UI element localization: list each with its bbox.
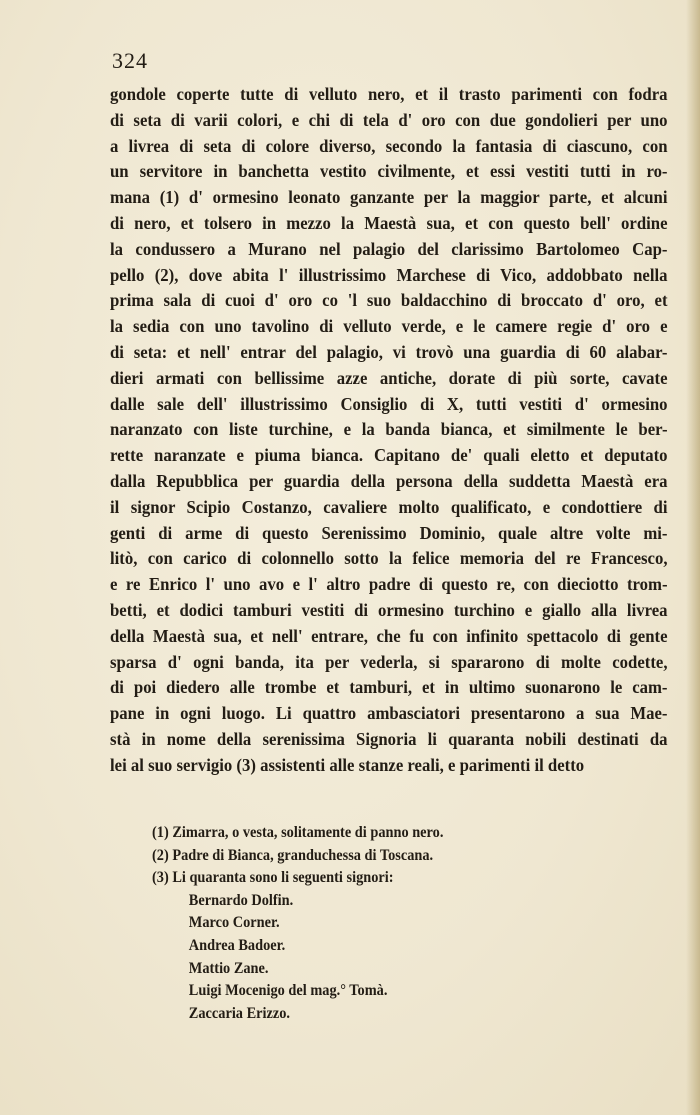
footnote-3: (3) Li quaranta sono li seguenti signori: xyxy=(152,869,394,887)
name-item: Luigi Mocenigo del mag.° Tomà. xyxy=(188,982,388,1000)
text-line: un servitore in banchetta vestito civilmente, et essi vestiti tutti in ro- xyxy=(110,161,668,182)
text-line: il signor Scipio Costanzo, cavaliere molto qualificato, e condottiere di xyxy=(110,496,668,517)
footnote-1: (1) Zimarra, o vesta, solitamente di panno nero. xyxy=(152,824,444,841)
text-line: e re Enrico l' uno avo e l' altro padre di questo re, con dieciotto trom- xyxy=(110,574,668,595)
name-item: Zaccaria Erizzo. xyxy=(188,1004,290,1022)
text-line: gondole coperte tutte di velluto nero, et il trasto parimenti con fodra xyxy=(110,84,668,104)
page-edge-shadow xyxy=(686,0,700,1115)
text-line: mana (1) d' ormesino leonato ganzante per la maggior parte, et alcuni xyxy=(110,187,668,208)
text-line: pane in ogni luogo. Li quattro ambasciatori presentarono a sua Mae- xyxy=(110,703,668,724)
names-list xyxy=(152,890,630,1026)
name-item: Mattio Zane. xyxy=(188,959,269,977)
text-line: sparsa d' ogni banda, ita per vederla, si spararono di molte codette, xyxy=(110,651,668,672)
text-line: di poi diedero alle trombe et tamburi, et in ultimo suonarono le cam- xyxy=(110,677,668,698)
text-line: lei al suo servigio (3) assistenti alle stanze reali, e parimenti il detto xyxy=(110,754,585,775)
text-line: dieri armati con bellissime azze antiche, dorate di più sorte, cavate xyxy=(110,367,668,388)
text-line: della Maestà sua, et nell' entrare, che fu con infinito spettacolo di gente xyxy=(110,625,668,646)
main-text xyxy=(110,82,668,779)
text-line: stà in nome della serenissima Signoria li quaranta nobili destinati da xyxy=(110,728,668,749)
text-line: la condussero a Murano nel palagio del clarissimo Bartolomeo Cap- xyxy=(110,238,668,259)
text-line: pello (2), dove abita l' illustrissimo Marchese di Vico, addobbato nella xyxy=(110,264,668,285)
text-line: naranzato con liste turchine, e la banda bianca, et similmente le ber- xyxy=(110,419,668,440)
text-line: di seta di varii colori, e chi di tela d' oro con due gondolieri per uno xyxy=(110,109,668,130)
name-item: Marco Corner. xyxy=(188,914,280,932)
text-line: di nero, et tolsero in mezzo la Maestà sua, et con questo bell' ordine xyxy=(110,212,668,233)
text-line: betti, et dodici tamburi vestiti di ormesino turchino e giallo alla livrea xyxy=(110,599,668,620)
text-line: genti di arme di questo Serenissimo Dominio, quale altre volte mi- xyxy=(110,522,668,543)
text-line: dalla Repubblica per guardia della persona della suddetta Maestà era xyxy=(110,470,668,491)
text-line: rette naranzate e piuma bianca. Capitano de' quali eletto et deputato xyxy=(110,445,668,466)
name-item: Andrea Badoer. xyxy=(188,936,286,954)
name-item: Bernardo Dolfin. xyxy=(188,891,294,909)
text-line: la sedia con uno tavolino di velluto verde, e le camere regie d' oro e xyxy=(110,316,668,337)
text-line: prima sala di cuoi d' oro co 'l suo baldacchino di broccato d' oro, et xyxy=(110,290,668,311)
page-number: 324 xyxy=(112,48,148,73)
text-line: a livrea di seta di colore diverso, secondo la fantasia di ciascuno, con xyxy=(110,135,668,156)
footnotes xyxy=(152,822,630,1025)
text-line: dalle sale dell' illustrissimo Consiglio di X, tutti vestiti d' ormesino xyxy=(110,393,668,414)
text-line: litò, con carico di colonnello sotto la felice memoria del re Francesco, xyxy=(110,548,668,569)
footnote-2: (2) Padre di Bianca, granduchessa di Toscana. xyxy=(152,846,434,864)
text-line: di seta: et nell' entrar del palagio, vi trovò una guardia di 60 alabar- xyxy=(110,341,668,362)
